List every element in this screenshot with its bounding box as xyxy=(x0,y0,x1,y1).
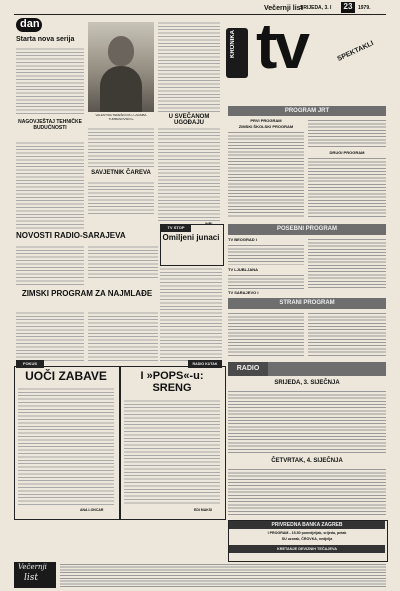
radio-day2-schedule xyxy=(228,467,386,517)
fokus-tag: FOKUS xyxy=(16,360,44,368)
program-jrt-band: PROGRAM JRT xyxy=(228,106,386,116)
radio-kutak-tag: RADIO KUTAK xyxy=(188,360,222,368)
drugi-program-label: DRUGI PROGRAM xyxy=(329,150,365,155)
posebni-program-band: POSEBNI PROGRAM xyxy=(228,224,386,235)
article-fokus-text xyxy=(18,386,114,506)
tv-logo: tv xyxy=(256,10,307,82)
tv-ljubljana-label: TV LJUBLJANA xyxy=(228,267,259,272)
paper-name: Večernji list xyxy=(264,5,303,12)
tv-ljubljana-schedule xyxy=(228,273,304,289)
article-omiljeni-text xyxy=(160,266,222,362)
strani-program-band: STRANI PROGRAM xyxy=(228,298,386,309)
article-col3-top-text xyxy=(158,20,220,112)
headline-starta: Starta nova serija xyxy=(16,36,75,43)
footer-logo-line1: Večernji xyxy=(18,563,47,571)
tvstop-tag: TV STOP xyxy=(161,224,191,232)
bank-ad-title: PRIVREDNA BANKA ZAGREB xyxy=(229,521,385,529)
headline-savjetnik: SAVJETNIK ČAREVA xyxy=(91,170,151,176)
radio-kutak-author: EDI MAKSI xyxy=(194,508,213,512)
headline-omiljeni: Omiljeni junaci xyxy=(162,233,220,242)
headline-nagovjestaj: NAGOVJEŠTAJ TEHNIČKE BUDUĆNOSTI xyxy=(18,119,82,131)
strani-left-schedule xyxy=(228,311,304,357)
article-zimski-text-1 xyxy=(16,310,84,362)
article-radio-kutak-text xyxy=(124,398,220,506)
footer-logo-line2: list xyxy=(24,573,38,583)
tv-beograd-schedule xyxy=(228,243,304,265)
headline-novosti: NOVOSTI RADIO-SARAJEVA xyxy=(16,231,126,240)
prvi-program-evening xyxy=(308,118,386,148)
portrait-photo xyxy=(88,22,154,112)
header-rule xyxy=(14,14,386,15)
year: 1979. xyxy=(358,5,371,11)
headline-svecanom: U SVEČANOM UGOĐAJU xyxy=(168,114,210,126)
radio-band: RADIO xyxy=(228,362,268,376)
radio-band-fill xyxy=(268,362,386,376)
skolski-program-label: ZIMSKI ŠKOLSKI PROGRAM xyxy=(238,124,294,129)
headline-uoci-zabave: UOČI ZABAVE xyxy=(25,369,107,383)
radio-day2: ČETVRTAK, 4. SIJEČNJA xyxy=(271,458,343,464)
tv-sarajevo-label: TV SARAJEVO I xyxy=(228,290,259,295)
bank-ad-line2: SU uzorak, ČROVKA, nedjelja xyxy=(281,537,333,541)
spektakli-word: SPEKTAKLI xyxy=(336,40,375,63)
issue-date: SRIJEDA, 3. I xyxy=(300,5,332,11)
tv-beograd-label: TV BEOGRAD I xyxy=(228,237,257,242)
bank-ad-line3: KRETANJE DEVIZNIH TEČAJEVA xyxy=(229,545,385,553)
article-zimski-text-2 xyxy=(88,310,158,362)
article-novosti-text-1 xyxy=(16,244,84,286)
article-savjetnik-text xyxy=(88,180,154,214)
article-novosti-text-2 xyxy=(88,244,158,280)
article-col2-text xyxy=(88,126,154,168)
article-svecanom-text xyxy=(158,126,220,222)
drugi-program-schedule xyxy=(308,156,386,218)
kronika-logo xyxy=(226,10,386,98)
kronika-word: KRONIKA xyxy=(230,30,236,58)
fokus-author: ANA LONCAR xyxy=(80,508,104,512)
page-number: 23 xyxy=(341,2,355,13)
prvi-program-schedule xyxy=(228,130,304,218)
footer-imprint-text xyxy=(60,562,386,588)
radio-day1-schedule xyxy=(228,389,386,455)
article-starta-text xyxy=(16,46,84,116)
dan-label: dan xyxy=(20,18,40,30)
bank-ad-line1: I PROGRAM - 15.50 ponedjeljak, srijeda, petak xyxy=(267,531,347,535)
posebni-right-schedule xyxy=(308,237,386,289)
photo-caption: VALENTINA TEREŠKOVA U »SAMBA TUMBANOVSKO« xyxy=(95,113,147,121)
headline-pops: I »POPS«-u: SRENG xyxy=(140,370,204,394)
headline-zimski: ZIMSKI PROGRAM ZA NAJMLAĐE xyxy=(21,289,153,298)
prvi-program-label: PRVI PROGRAM xyxy=(250,118,282,123)
strani-right-schedule xyxy=(308,311,386,357)
article-nagovjestaj-text xyxy=(16,140,84,230)
radio-day1: SRIJEDA, 3. SIJEČNJA xyxy=(274,380,340,386)
